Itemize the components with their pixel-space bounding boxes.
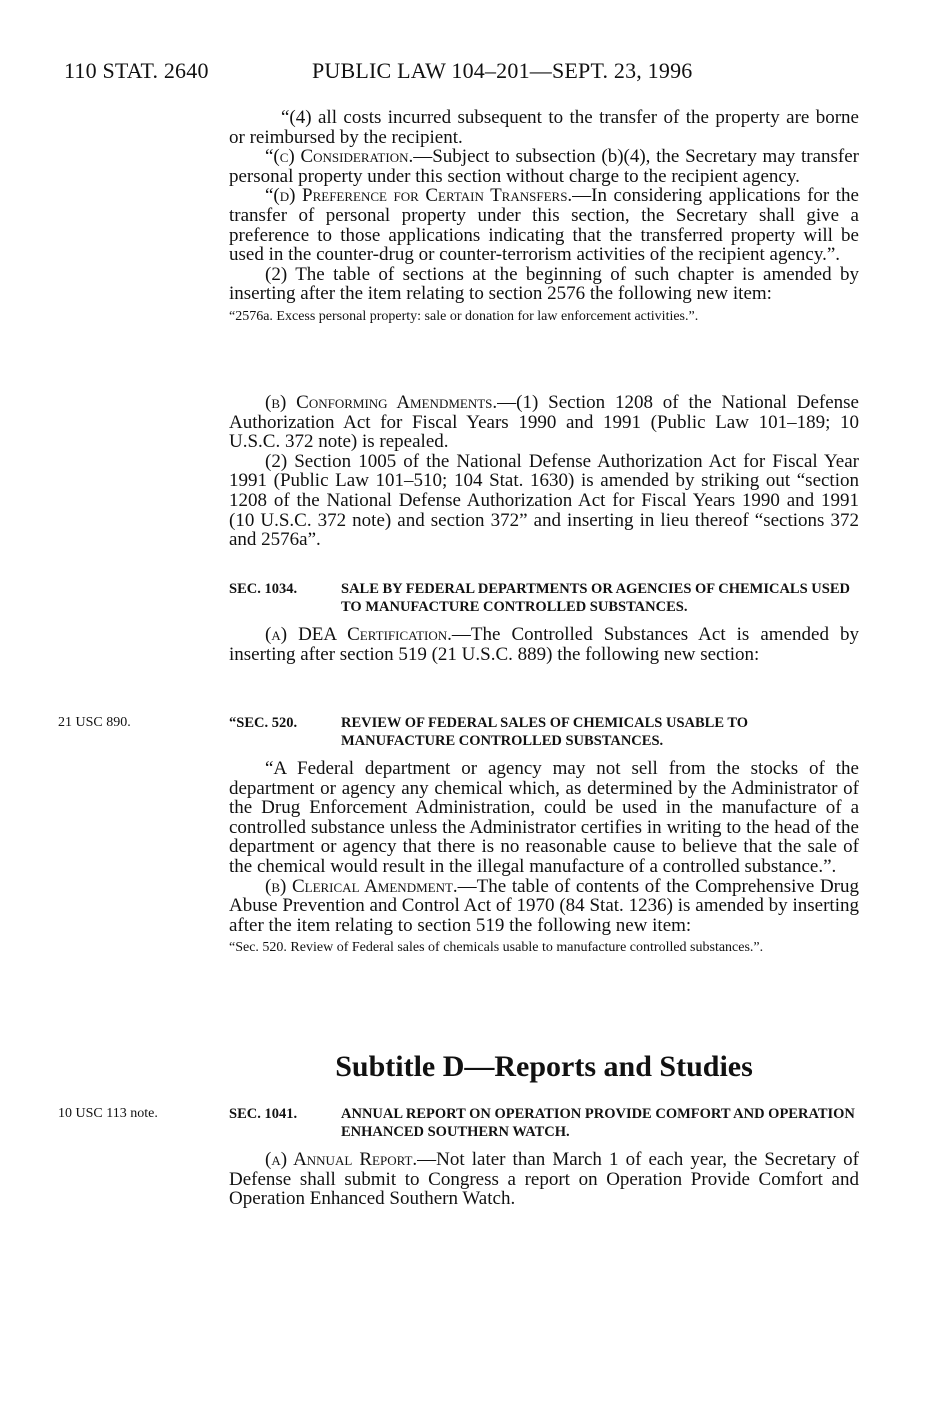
toc-item-2576a: “2576a. Excess personal property: sale or donation for law enforcement activities.”. — [229, 308, 699, 324]
annual-report-caption: (a) Annual Report.— — [265, 1149, 437, 1170]
section-1041-title: ANNUAL REPORT ON OPERATION PROVIDE COMFORT AND OPERATION ENHANCED SOUTHERN WATCH. — [341, 1106, 855, 1140]
annual-report-text: Not later than March 1 of each year, the Secretary of Defense shall submit to Congress a report on Operation Provide Comfort and Operation Enhanced Southern Watch. — [229, 1149, 859, 1210]
block-transfer-conditions — [229, 108, 859, 325]
section-520 — [229, 715, 859, 956]
section-1034-a-caption: (a) DEA Certification.— — [265, 624, 471, 645]
folio: 110 STAT. 2640 — [64, 58, 209, 83]
section-1041-heading — [229, 1106, 859, 1141]
margin-note-21-usc-890: 21 USC 890. — [58, 715, 131, 730]
paragraph-4: “(4) all costs incurred subsequent to the transfer of the property are borne or reimbursed by the recipient. — [229, 107, 859, 148]
subsection-b-paragraph-2: (2) Section 1005 of the National Defense Authorization Act for Fiscal Year 1991 (Public Law 101–510; 104 Stat. 1630) is amended by striking out “section 1208 of the National Defense Authorization Act for Fiscal Years 1990 and 1991 (10 U.S.C. 372 note) and section 372” and inserting in lieu thereof “sections 372 and 2576a”. — [229, 450, 859, 551]
section-1041 — [229, 1106, 859, 1209]
subsection-b — [229, 393, 859, 452]
section-1034-a-text: The Controlled Substances Act is amended by inserting after section 519 (21 U.S.C. 889) the following new section: — [229, 624, 859, 665]
subsection-d — [229, 186, 859, 264]
section-520-number: “SEC. 520. — [229, 715, 298, 731]
section-1034-heading — [229, 581, 859, 616]
section-1041-number: SEC. 1041. — [229, 1106, 298, 1122]
subsection-c-text: Subject to subsection (b)(4), the Secretary may transfer personal property under this section without charge to the recipient agency. — [229, 146, 859, 187]
section-520-heading — [229, 715, 859, 750]
subtitle-heading: Subtitle D—Reports and Studies — [335, 1050, 753, 1083]
clerical-amendment-caption: (b) Clerical Amendment.— — [265, 875, 477, 897]
subsection-d-caption: “(d) Preference for Certain Transfers.— — [265, 185, 592, 207]
block-conforming-amendments — [229, 393, 859, 550]
running-head: PUBLIC LAW 104–201—SEPT. 23, 1996 — [312, 58, 693, 83]
section-1034-subsection-b — [229, 877, 859, 936]
paragraph-2-table: (2) The table of sections at the beginning of such chapter is amended by inserting after the item relating to section 2576 the following new item: — [229, 263, 859, 305]
section-1034-title: SALE BY FEDERAL DEPARTMENTS OR AGENCIES OF CHEMICALS USED TO MANUFACTURE CONTROLLED SUBSTANCES. — [341, 581, 850, 615]
section-520-text: “A Federal department or agency may not sell from the stocks of the department or agency any chemical which, as determined by the Administrator of the Drug Enforcement Administration, could be used in the manufacture of a controlled substance unless the Administrator certifies in writing to the head of the department or agency that there is no reasonable cause to believe that the sale of the chemical would result in the illegal manufacture of a controlled substance.”. — [229, 758, 859, 877]
section-1034-number: SEC. 1034. — [229, 581, 298, 597]
section-1041-subsection-a — [229, 1150, 859, 1209]
section-520-title: REVIEW OF FEDERAL SALES OF CHEMICALS USABLE TO MANUFACTURE CONTROLLED SUBSTANCES. — [341, 715, 749, 749]
subsection-c-caption: “(c) Consideration.— — [265, 146, 433, 168]
subsection-c — [229, 147, 859, 186]
section-1034-subsection-a — [229, 625, 859, 664]
toc-item-sec-520: “Sec. 520. Review of Federal sales of chemicals usable to manufacture controlled substances.”. — [229, 940, 764, 956]
section-1034 — [229, 581, 859, 664]
subsection-b-caption: (b) Conforming Amendments.— — [265, 392, 517, 413]
subsection-d-text: In considering applications for the transfer of personal property under this section, the Secretary shall give a preference to those applications indicating that the transferred property will be used in the counter-drug or counter-terrorism activities of the recipient agency.”. — [229, 185, 859, 266]
clerical-amendment-text: The table of contents of the Comprehensive Drug Abuse Prevention and Control Act of 1970 (84 Stat. 1236) is amended by inserting after the item relating to section 519 the following new item: — [229, 875, 859, 936]
subsection-b-text: (1) Section 1208 of the National Defense Authorization Act for Fiscal Years 1990 and 1991 (Public Law 101–189; 10 U.S.C. 372 note) is repealed. — [229, 392, 859, 453]
margin-note-10-usc-113: 10 USC 113 note. — [58, 1106, 158, 1121]
